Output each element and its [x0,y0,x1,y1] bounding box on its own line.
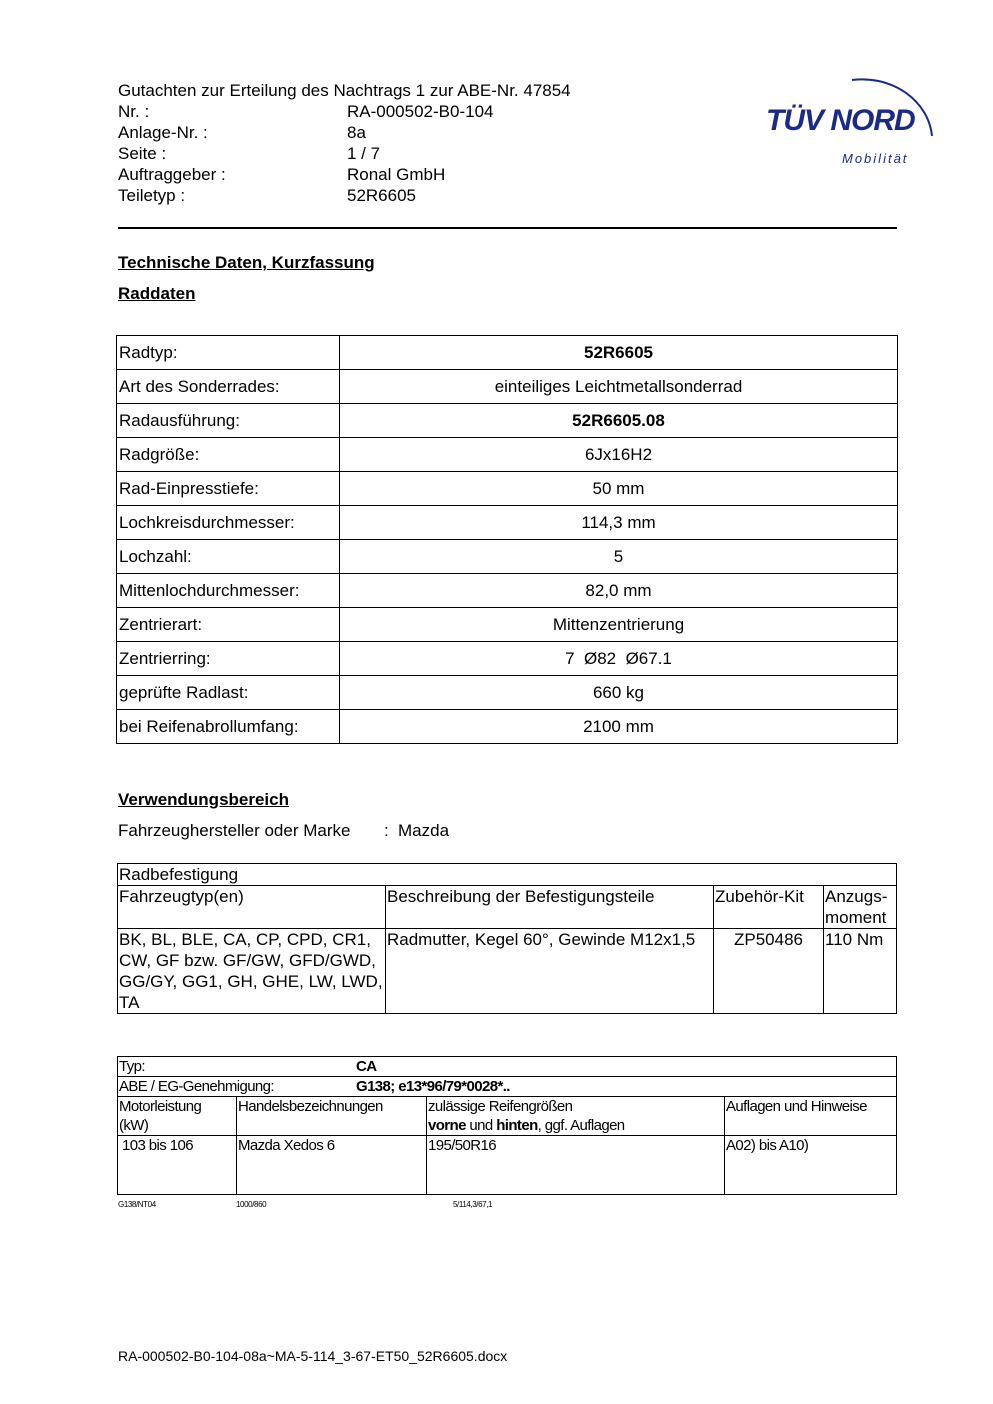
table-row: Motorleistung (kW) Handelsbezeichnungen zulässige Reifengrößen vorne und hinten, ggf. Auflagen Auflagen und Hinweise [118,1097,897,1136]
table-row: Radgröße: 6Jx16H2 [117,438,898,472]
header-row-teiletyp: Teiletyp : 52R6605 [118,186,417,205]
section-heading-verwendung: Verwendungsbereich [118,790,289,809]
table-row: Zentrierring: 7 Ø82 Ø67.1 [117,642,898,676]
header-row-anlage: Anlage-Nr. : 8a [118,123,366,142]
table-row: Rad-Einpresstiefe: 50 mm [117,472,898,506]
section-heading-technical: Technische Daten, Kurzfassung [118,253,375,272]
table-row: Radbefestigung [118,864,897,886]
wheel-data-table [116,335,898,744]
table-row: BK, BL, BLE, CA, CP, CPD, CR1, CW, GF bzw. GF/GW, GFD/GWD, GG/GY, GG1, GH, GHE, LW, LWD, TA Radmutter, Kegel 60°, Gewinde M12x1,5 ZP50486 110 Nm [118,929,897,1014]
table-row: ABE / EG-Genehmigung: G138; e13*96/79*0028*.. [118,1077,897,1097]
type-approval-table [117,1056,897,1195]
mounting-table [117,863,897,1014]
table-row: Mittenlochdurchmesser: 82,0 mm [117,574,898,608]
table-row: Lochzahl: 5 [117,540,898,574]
header-divider [118,227,897,229]
table-row: Zentrierart: Mittenzentrierung [117,608,898,642]
tuv-nord-logo [760,58,942,173]
header-row-nr: Nr. : RA-000502-B0-104 [118,102,494,121]
table-row: Typ: CA [118,1057,897,1077]
document-header [118,80,571,206]
document-footer: RA-000502-B0-104-08a~MA-5-114_3-67-ET50_52R6605.docx [118,1348,508,1364]
table-row: bei Reifenabrollumfang: 2100 mm [117,710,898,744]
table-row: Art des Sonderrades: einteiliges Leichtmetallsonderrad [117,370,898,404]
header-row-auftraggeber: Auftraggeber : Ronal GmbH [118,165,446,184]
table-row: Radtyp: 52R6605 [117,336,898,370]
vehicle-maker-line: Fahrzeughersteller oder Marke : Mazda [118,821,450,840]
logo-text: TÜV NORD [766,104,915,137]
footnote-code: G138/NT04 [118,1200,156,1209]
logo-subtitle: Mobilität [842,151,909,166]
header-row-seite: Seite : 1 / 7 [118,144,381,163]
footnote-bolt-pattern: 5/114,3/67,1 [453,1200,493,1209]
table-row: 103 bis 106 Mazda Xedos 6 195/50R16 A02) bis A10) [118,1136,897,1195]
table-row: Fahrzeugtyp(en) Beschreibung der Befestigungsteile Zubehör-Kit Anzugs- moment [118,886,897,929]
table-row: geprüfte Radlast: 660 kg [117,676,898,710]
footnote-weights: 1000/860 [236,1200,267,1209]
section-heading-raddaten: Raddaten [118,284,196,303]
table-row: Radausführung: 52R6605.08 [117,404,898,438]
table-row: Lochkreisdurchmesser: 114,3 mm [117,506,898,540]
document-title: Gutachten zur Erteilung des Nachtrags 1 zur ABE-Nr. 47854 [118,81,571,100]
